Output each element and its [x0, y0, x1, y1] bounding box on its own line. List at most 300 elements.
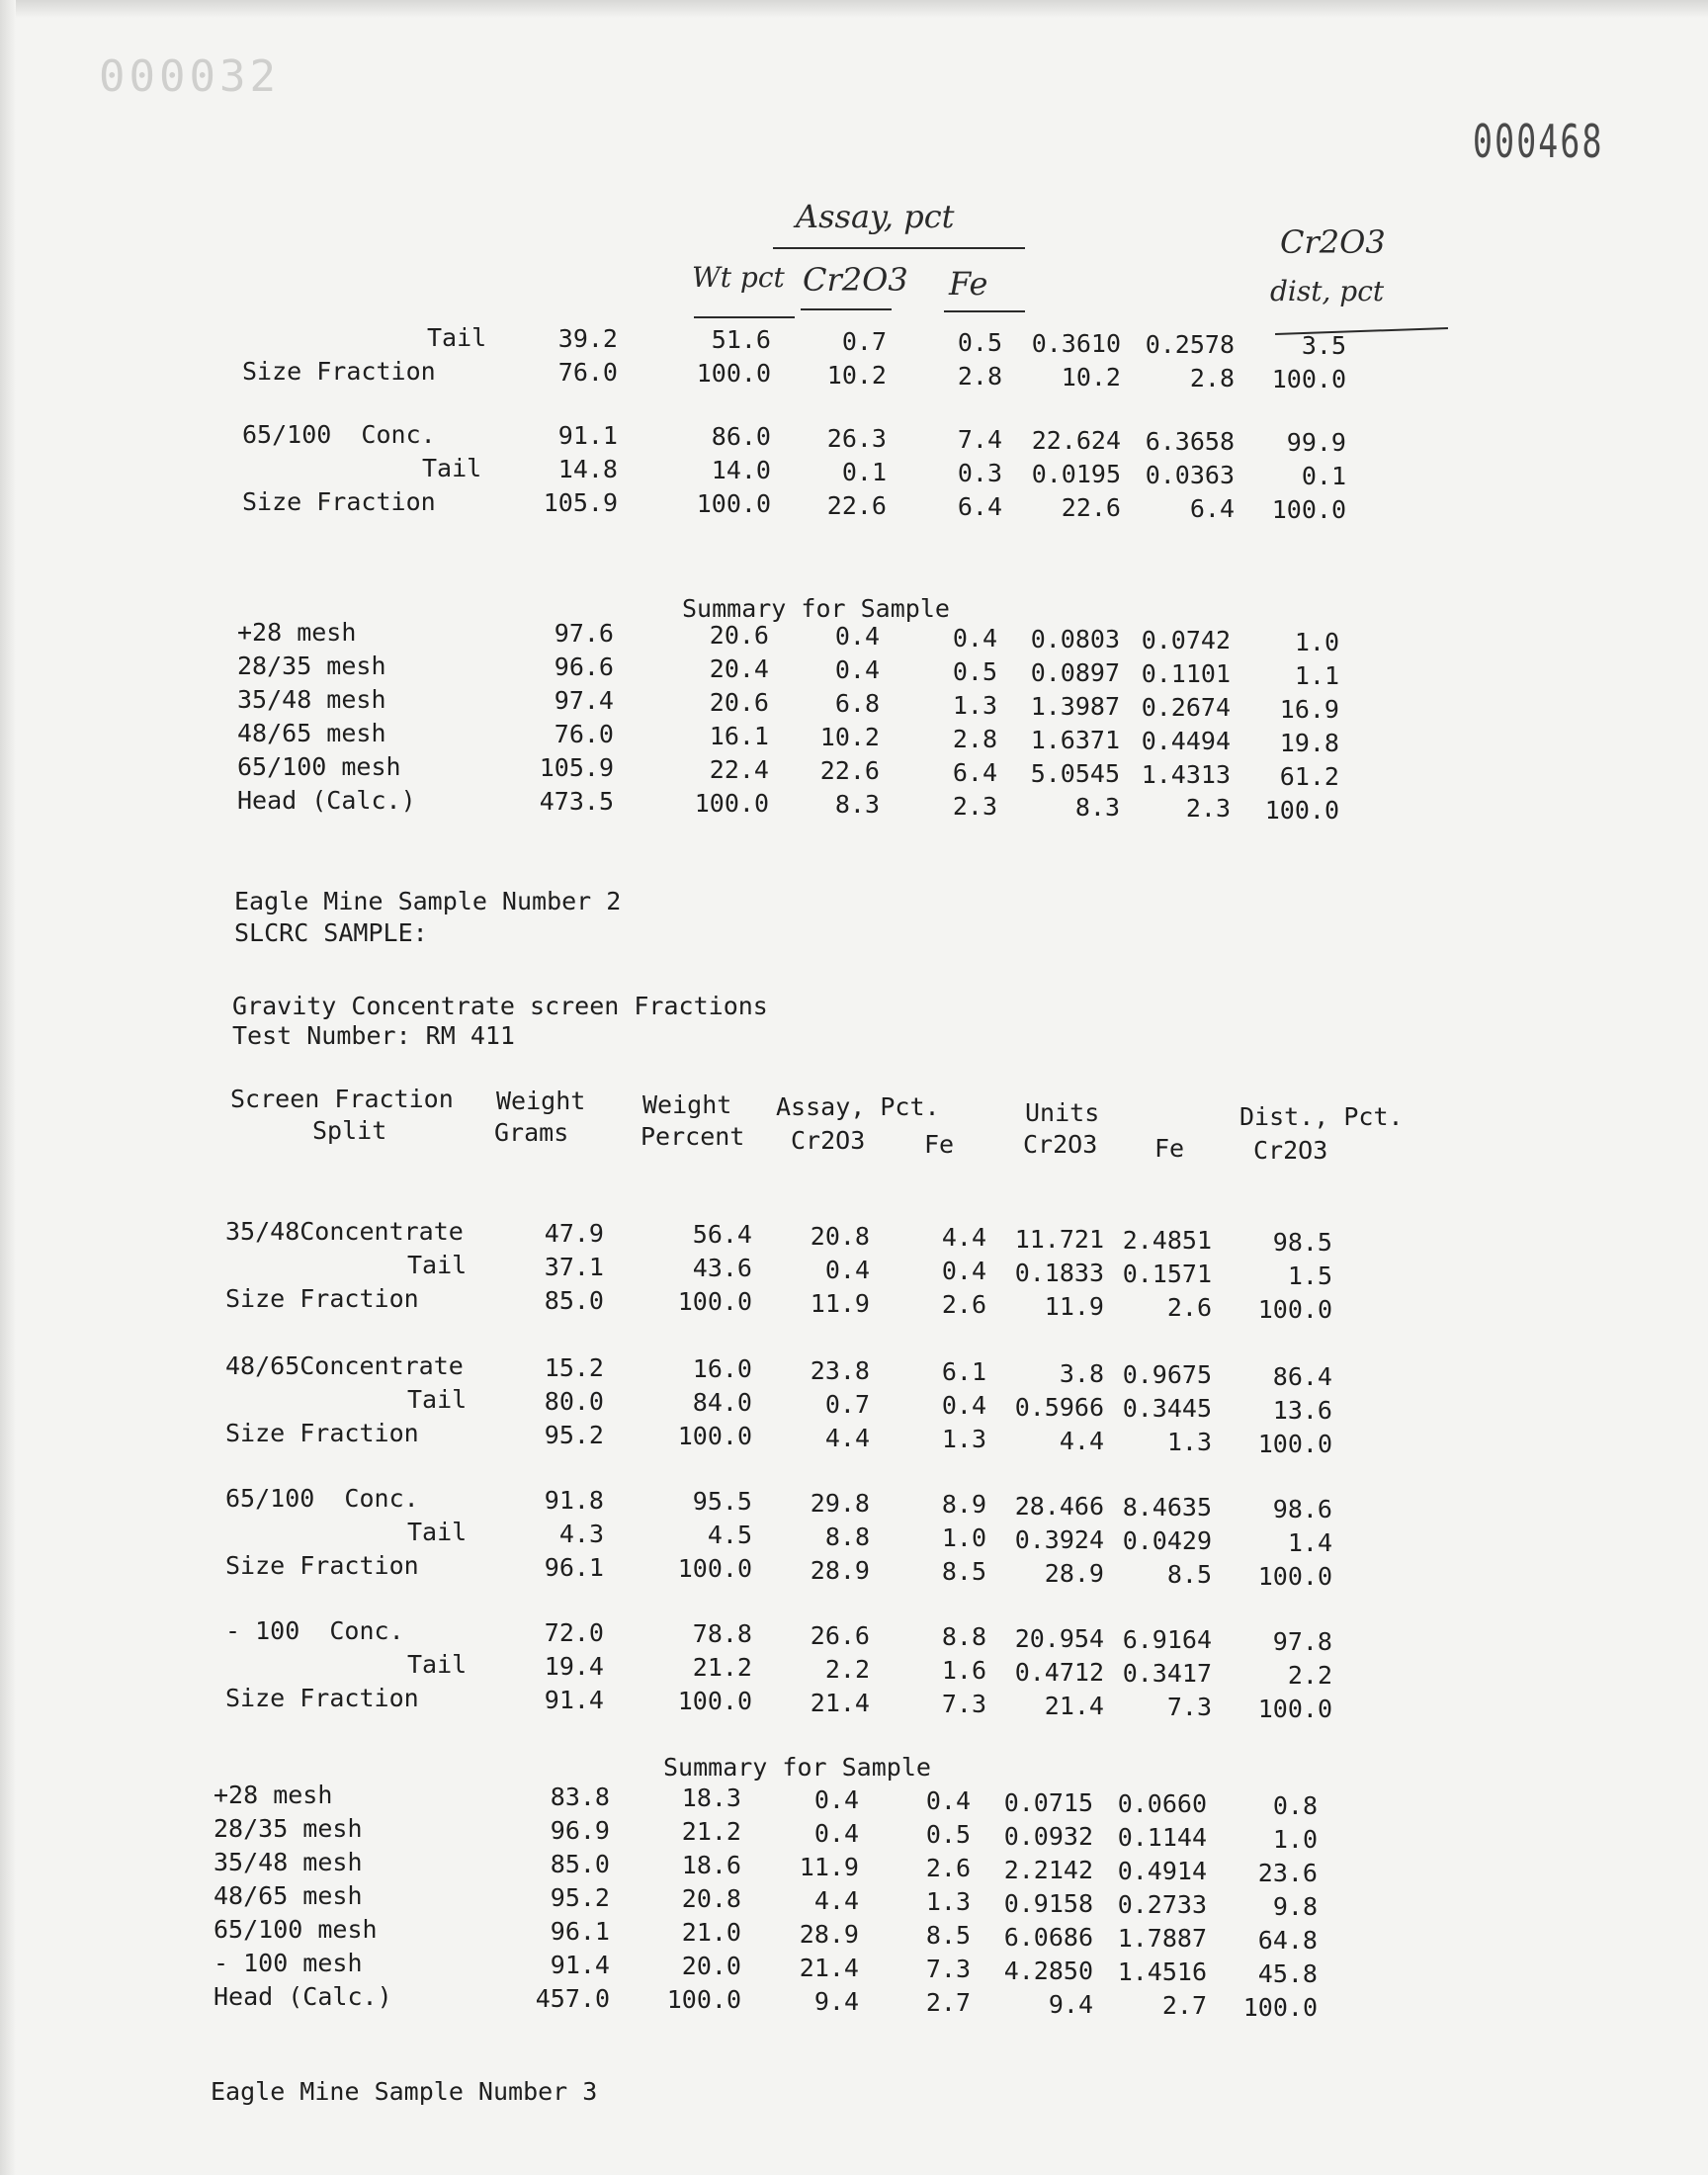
header-units-fe: Fe	[1154, 1134, 1185, 1163]
handwritten-underline	[801, 308, 892, 310]
cell-weight-percent: 95.5	[692, 1487, 752, 1516]
cell-assay-cr2o3: 0.1	[841, 457, 887, 486]
data-row	[0, 1283, 1708, 1324]
cell-units-cr2o3: 0.0932	[1003, 1821, 1093, 1851]
cell-weight-percent: 20.8	[681, 1884, 741, 1913]
cell-fraction: Size Fraction	[225, 1684, 419, 1712]
cell-weight-percent: 16.0	[692, 1354, 752, 1383]
cell-weight-percent: 4.5	[707, 1521, 752, 1549]
data-row	[0, 1418, 1708, 1458]
cell-weight-grams: 97.6	[554, 619, 614, 649]
cell-assay-fe: 7.4	[957, 424, 1002, 454]
cell-units-fe: 0.9675	[1122, 1360, 1212, 1389]
cell-assay-cr2o3: 9.4	[813, 1986, 859, 2016]
cell-weight-percent: 18.6	[681, 1851, 741, 1879]
cell-units-cr2o3: 11.721	[1014, 1224, 1104, 1254]
handwritten-cr2o3-right: Cr2O3	[1280, 223, 1386, 261]
cell-weight-percent: 86.0	[711, 422, 771, 452]
cell-units-cr2o3: 20.954	[1014, 1623, 1104, 1653]
cell-units-fe: 0.3445	[1122, 1394, 1212, 1423]
summary-row	[0, 718, 1708, 757]
cell-weight-percent: 100.0	[677, 1687, 752, 1715]
cell-weight-grams: 91.1	[557, 421, 618, 451]
summary-row	[0, 1914, 1708, 1955]
header-weight: Weight	[496, 1087, 586, 1115]
cell-dist-cr2o3: 2.2	[1287, 1660, 1332, 1690]
cell-units-fe: 6.3658	[1145, 427, 1235, 457]
cell-assay-cr2o3: 0.4	[813, 1784, 859, 1814]
cell-weight-percent: 20.6	[709, 687, 769, 717]
cell-units-cr2o3: 8.3	[1074, 793, 1120, 822]
cell-assay-cr2o3: 22.6	[819, 756, 880, 786]
cell-weight-percent: 21.2	[681, 1817, 741, 1846]
cell-dist-cr2o3: 100.0	[1271, 495, 1346, 525]
cell-assay-fe: 2.8	[952, 724, 997, 753]
cell-fraction: Tail	[422, 454, 482, 482]
cell-units-fe: 0.4494	[1141, 727, 1231, 756]
cell-units-fe: 0.1571	[1122, 1260, 1212, 1288]
cell-weight-grams: 83.8	[550, 1782, 610, 1811]
cell-units-cr2o3: 4.2850	[1003, 1956, 1093, 1985]
cell-fraction: 65/100 Conc.	[242, 420, 436, 449]
cell-units-fe: 0.2578	[1145, 330, 1235, 360]
cell-dist-cr2o3: 100.0	[1257, 1561, 1332, 1591]
cell-weight-grams: 473.5	[539, 787, 614, 817]
data-row	[0, 1384, 1708, 1425]
header-split: Split	[312, 1116, 387, 1145]
cell-assay-cr2o3: 20.8	[810, 1221, 870, 1251]
data-row	[0, 486, 1708, 525]
cell-units-cr2o3: 0.9158	[1003, 1888, 1093, 1918]
cell-units-cr2o3: 10.2	[1061, 363, 1121, 392]
data-row	[0, 1250, 1708, 1290]
cell-dist-cr2o3: 98.6	[1272, 1494, 1332, 1523]
cell-weight-grams: 91.8	[544, 1485, 604, 1515]
cell-fraction: 35/48Concentrate	[225, 1217, 464, 1246]
cell-units-cr2o3: 0.0803	[1030, 625, 1120, 653]
summary-row	[0, 751, 1708, 791]
cell-weight-grams: 96.1	[550, 1916, 610, 1946]
cell-weight-grams: 96.1	[544, 1552, 604, 1582]
cell-units-cr2o3: 9.4	[1048, 1989, 1093, 2019]
cell-units-cr2o3: 28.9	[1044, 1558, 1104, 1588]
cell-dist-cr2o3: 16.9	[1279, 694, 1339, 724]
cell-assay-fe: 6.1	[941, 1357, 986, 1386]
handwritten-fe: Fe	[949, 265, 988, 303]
cell-units-cr2o3: 0.4712	[1014, 1657, 1104, 1687]
cell-assay-cr2o3: 0.4	[813, 1818, 859, 1848]
handwritten-underline	[944, 310, 1025, 312]
cell-assay-fe: 8.9	[941, 1490, 986, 1519]
cell-units-cr2o3: 28.466	[1014, 1491, 1104, 1521]
cell-weight-grams: 39.2	[557, 324, 618, 354]
cell-assay-cr2o3: 4.4	[824, 1423, 870, 1452]
cell-units-fe: 0.1144	[1117, 1823, 1207, 1852]
summary-row	[0, 684, 1708, 724]
cell-assay-cr2o3: 11.9	[810, 1288, 870, 1318]
header-dist-cr2o3: Cr2O3	[1253, 1136, 1328, 1165]
cell-units-fe: 0.2733	[1117, 1890, 1207, 1919]
cell-units-fe: 6.9164	[1122, 1625, 1212, 1654]
cell-dist-cr2o3: 1.4	[1287, 1527, 1332, 1557]
cell-assay-cr2o3: 11.9	[799, 1852, 859, 1881]
cell-weight-percent: 20.4	[709, 653, 769, 683]
data-row	[0, 1517, 1708, 1557]
cell-weight-grams: 457.0	[535, 1983, 610, 2013]
cell-units-fe: 2.4851	[1122, 1226, 1212, 1255]
handwritten-dist-pct: dist, pct	[1270, 275, 1385, 307]
data-row	[0, 356, 1708, 394]
cell-units-cr2o3: 22.624	[1031, 426, 1121, 455]
cell-weight-grams: 76.0	[557, 358, 618, 388]
cell-fraction: 65/100 Conc.	[225, 1484, 419, 1513]
summary-row	[0, 1948, 1708, 1988]
cell-fraction: 35/48 mesh	[214, 1848, 363, 1876]
cell-weight-grams: 85.0	[544, 1285, 604, 1315]
cell-weight-percent: 21.0	[681, 1918, 741, 1947]
summary-row	[0, 1780, 1708, 1820]
cell-assay-fe: 1.3	[941, 1425, 986, 1453]
cell-units-cr2o3: 1.6371	[1030, 726, 1120, 754]
cell-weight-grams: 47.9	[544, 1218, 604, 1248]
cell-weight-grams: 91.4	[550, 1950, 610, 1979]
cell-dist-cr2o3: 86.4	[1272, 1361, 1332, 1391]
cell-units-fe: 8.4635	[1122, 1493, 1212, 1522]
header-dist-pct: Dist., Pct.	[1239, 1102, 1404, 1131]
data-row	[0, 1216, 1708, 1257]
cell-fraction: 48/65Concentrate	[225, 1351, 464, 1380]
sample-2-test-number: Test Number: RM 411	[232, 1021, 515, 1050]
cell-dist-cr2o3: 1.1	[1294, 660, 1339, 690]
cell-units-cr2o3: 0.3610	[1031, 329, 1121, 358]
cell-units-fe: 2.8	[1189, 364, 1235, 393]
cell-weight-grams: 4.3	[558, 1519, 604, 1548]
cell-weight-percent: 100.0	[677, 1422, 752, 1450]
cell-units-cr2o3: 6.0686	[1003, 1922, 1093, 1952]
cell-assay-cr2o3: 4.4	[813, 1885, 859, 1915]
cell-dist-cr2o3: 13.6	[1272, 1395, 1332, 1425]
cell-assay-cr2o3: 0.4	[824, 1255, 870, 1284]
cell-weight-percent: 21.2	[692, 1653, 752, 1682]
sample-2-subtitle: Gravity Concentrate screen Fractions	[232, 992, 768, 1020]
cell-dist-cr2o3: 1.5	[1287, 1261, 1332, 1290]
cell-assay-cr2o3: 26.3	[826, 423, 887, 453]
summary-row	[0, 1813, 1708, 1854]
cell-units-fe: 2.3	[1185, 794, 1231, 824]
cell-weight-percent: 51.6	[711, 325, 771, 355]
cell-weight-grams: 72.0	[544, 1617, 604, 1647]
cell-assay-fe: 7.3	[925, 1955, 971, 1983]
summary-row	[0, 1880, 1708, 1921]
cell-dist-cr2o3: 19.8	[1279, 728, 1339, 757]
cell-fraction: Tail	[427, 323, 487, 352]
summary-title-1: Summary for Sample	[682, 594, 950, 623]
cell-dist-cr2o3: 100.0	[1264, 795, 1339, 825]
cell-assay-fe: 7.3	[941, 1690, 986, 1718]
sample-2-title: Eagle Mine Sample Number 2	[234, 887, 622, 915]
cell-assay-fe: 1.0	[941, 1523, 986, 1552]
summary-row	[0, 1847, 1708, 1887]
data-row	[0, 1615, 1708, 1656]
summary-title-2: Summary for Sample	[663, 1753, 931, 1782]
cell-fraction: Tail	[407, 1251, 468, 1279]
cell-weight-grams: 95.2	[550, 1882, 610, 1912]
sample-3-title: Eagle Mine Sample Number 3	[211, 2077, 598, 2106]
cell-assay-fe: 0.4	[941, 1257, 986, 1285]
cell-units-fe: 8.5	[1166, 1560, 1212, 1589]
cell-weight-grams: 105.9	[539, 753, 614, 783]
cell-dist-cr2o3: 100.0	[1271, 365, 1346, 394]
header-screen-fraction: Screen Fraction	[230, 1085, 454, 1113]
cell-assay-fe: 2.6	[925, 1854, 971, 1882]
header-assay-cr2o3: Cr2O3	[791, 1126, 866, 1155]
data-row	[0, 1649, 1708, 1690]
cell-dist-cr2o3: 100.0	[1257, 1694, 1332, 1723]
cell-weight-percent: 100.0	[677, 1554, 752, 1583]
data-row	[0, 322, 1708, 361]
cell-assay-cr2o3: 0.4	[834, 655, 880, 685]
cell-weight-grams: 97.4	[554, 686, 614, 716]
cell-assay-fe: 1.6	[941, 1656, 986, 1685]
header-units-cr2o3: Cr2O3	[1023, 1130, 1098, 1159]
cell-units-fe: 1.4313	[1141, 760, 1231, 790]
cell-fraction: Size Fraction	[225, 1551, 419, 1580]
cell-dist-cr2o3: 100.0	[1257, 1294, 1332, 1324]
cell-units-fe: 6.4	[1189, 494, 1235, 524]
cell-fraction: 28/35 mesh	[237, 652, 386, 680]
cell-units-fe: 1.7887	[1117, 1924, 1207, 1953]
cell-weight-percent: 100.0	[696, 489, 771, 519]
cell-assay-cr2o3: 8.8	[824, 1522, 870, 1551]
cell-weight-percent: 100.0	[694, 788, 769, 818]
cell-dist-cr2o3: 3.5	[1301, 331, 1346, 361]
cell-assay-cr2o3: 2.2	[824, 1654, 870, 1684]
cell-units-fe: 2.7	[1161, 1991, 1207, 2020]
cell-fraction: Size Fraction	[225, 1284, 419, 1313]
cell-dist-cr2o3: 9.8	[1272, 1891, 1318, 1921]
cell-fraction: 65/100 mesh	[237, 752, 401, 781]
cell-units-fe: 0.0660	[1117, 1789, 1207, 1818]
cell-assay-fe: 2.8	[957, 361, 1002, 391]
cell-assay-cr2o3: 21.4	[799, 1953, 859, 1982]
cell-fraction: 65/100 mesh	[214, 1915, 378, 1944]
cell-assay-fe: 0.3	[957, 458, 1002, 487]
cell-assay-cr2o3: 22.6	[826, 490, 887, 520]
cell-units-cr2o3: 0.1833	[1014, 1258, 1104, 1287]
cell-fraction: 28/35 mesh	[214, 1814, 363, 1843]
data-row	[0, 1550, 1708, 1591]
cell-dist-cr2o3: 64.8	[1257, 1925, 1318, 1955]
cell-units-fe: 2.6	[1166, 1293, 1212, 1322]
cell-units-cr2o3: 1.3987	[1030, 692, 1120, 721]
cell-units-fe: 0.4914	[1117, 1857, 1207, 1885]
cell-fraction: Tail	[407, 1650, 468, 1679]
cell-units-fe: 1.4516	[1117, 1958, 1207, 1986]
cell-assay-fe: 0.5	[952, 656, 997, 686]
cell-weight-grams: 37.1	[544, 1252, 604, 1281]
cell-assay-cr2o3: 0.7	[824, 1389, 870, 1419]
page-stamp-number: 000468	[1473, 115, 1604, 168]
cell-assay-fe: 0.4	[925, 1786, 971, 1815]
cell-assay-cr2o3: 28.9	[810, 1555, 870, 1585]
handwritten-wt-pct: Wt pct	[692, 261, 785, 294]
cell-dist-cr2o3: 0.1	[1301, 462, 1346, 491]
cell-fraction: +28 mesh	[214, 1781, 333, 1809]
cell-assay-fe: 0.5	[925, 1820, 971, 1849]
cell-dist-cr2o3: 0.8	[1272, 1790, 1318, 1820]
cell-units-fe: 0.0742	[1141, 626, 1231, 655]
cell-assay-fe: 0.4	[952, 623, 997, 652]
cell-units-cr2o3: 0.3924	[1014, 1524, 1104, 1554]
cell-assay-fe: 8.5	[941, 1557, 986, 1586]
cell-weight-grams: 76.0	[554, 720, 614, 749]
summary-row	[0, 651, 1708, 690]
cell-assay-cr2o3: 26.6	[810, 1620, 870, 1650]
cell-dist-cr2o3: 100.0	[1257, 1429, 1332, 1458]
header-weight-2: Weight	[642, 1090, 732, 1119]
cell-weight-percent: 22.4	[709, 754, 769, 784]
cell-assay-fe: 2.7	[925, 1988, 971, 2017]
cell-dist-cr2o3: 100.0	[1242, 1992, 1318, 2022]
cell-fraction: 35/48 mesh	[237, 685, 386, 714]
cell-dist-cr2o3: 98.5	[1272, 1227, 1332, 1257]
cell-units-fe: 0.0429	[1122, 1526, 1212, 1555]
cell-units-cr2o3: 4.4	[1059, 1426, 1104, 1455]
cell-units-fe: 0.2674	[1141, 693, 1231, 723]
cell-weight-grams: 96.6	[554, 652, 614, 682]
handwritten-assay-pct: Assay, pct	[796, 198, 955, 235]
cell-assay-cr2o3: 28.9	[799, 1919, 859, 1949]
cell-assay-fe: 6.4	[957, 491, 1002, 521]
cell-weight-grams: 14.8	[557, 455, 618, 484]
cell-dist-cr2o3: 99.9	[1286, 428, 1346, 458]
handwritten-underline	[694, 316, 795, 318]
cell-assay-cr2o3: 29.8	[810, 1488, 870, 1518]
cell-weight-percent: 100.0	[696, 359, 771, 389]
cell-units-cr2o3: 0.0195	[1031, 460, 1121, 488]
cell-weight-percent: 100.0	[666, 1985, 741, 2014]
scan-top-edge	[0, 0, 1708, 18]
cell-assay-cr2o3: 23.8	[810, 1355, 870, 1385]
cell-assay-fe: 2.3	[952, 791, 997, 821]
cell-fraction: Size Fraction	[225, 1419, 419, 1447]
cell-dist-cr2o3: 1.0	[1272, 1824, 1318, 1854]
cell-units-cr2o3: 0.0715	[1003, 1787, 1093, 1817]
cell-units-cr2o3: 2.2142	[1003, 1855, 1093, 1884]
data-row	[0, 1483, 1708, 1523]
bleed-through-number: 000032	[99, 51, 280, 102]
cell-units-cr2o3: 5.0545	[1030, 759, 1120, 788]
cell-weight-percent: 43.6	[692, 1254, 752, 1282]
cell-dist-cr2o3: 97.8	[1272, 1626, 1332, 1656]
summary-row	[0, 617, 1708, 656]
cell-weight-grams: 85.0	[550, 1849, 610, 1878]
cell-fraction: +28 mesh	[237, 618, 357, 647]
cell-units-fe: 7.3	[1166, 1693, 1212, 1721]
cell-assay-fe: 8.8	[941, 1622, 986, 1651]
cell-assay-cr2o3: 8.3	[834, 790, 880, 820]
cell-assay-fe: 1.3	[925, 1887, 971, 1916]
cell-weight-grams: 95.2	[544, 1420, 604, 1449]
cell-assay-cr2o3: 10.2	[826, 360, 887, 390]
cell-fraction: Tail	[407, 1518, 468, 1546]
cell-units-fe: 0.0363	[1145, 461, 1235, 490]
data-row	[0, 1683, 1708, 1723]
cell-assay-fe: 4.4	[941, 1223, 986, 1252]
cell-weight-percent: 14.0	[711, 456, 771, 485]
cell-weight-percent: 16.1	[709, 721, 769, 750]
cell-fraction: Head (Calc.)	[214, 1982, 392, 2011]
cell-assay-cr2o3: 0.7	[841, 326, 887, 356]
cell-fraction: 48/65 mesh	[237, 719, 386, 747]
cell-assay-fe: 0.5	[957, 327, 1002, 357]
cell-weight-percent: 84.0	[692, 1388, 752, 1417]
data-row	[0, 1350, 1708, 1391]
cell-assay-fe: 8.5	[925, 1921, 971, 1950]
cell-weight-percent: 20.0	[681, 1952, 741, 1980]
cell-assay-fe: 6.4	[952, 757, 997, 787]
cell-assay-cr2o3: 6.8	[834, 689, 880, 719]
cell-units-fe: 0.3417	[1122, 1659, 1212, 1688]
data-row	[0, 419, 1708, 458]
header-units: Units	[1025, 1098, 1100, 1127]
cell-units-cr2o3: 0.0897	[1030, 658, 1120, 687]
cell-assay-cr2o3: 0.4	[834, 622, 880, 652]
cell-assay-fe: 1.3	[952, 690, 997, 720]
cell-dist-cr2o3: 61.2	[1279, 761, 1339, 791]
cell-fraction: Size Fraction	[242, 357, 436, 386]
data-row	[0, 453, 1708, 491]
cell-weight-grams: 15.2	[544, 1352, 604, 1382]
cell-dist-cr2o3: 45.8	[1257, 1958, 1318, 1988]
cell-units-fe: 0.1101	[1141, 659, 1231, 689]
cell-weight-percent: 18.3	[681, 1784, 741, 1812]
cell-weight-grams: 91.4	[544, 1685, 604, 1714]
cell-weight-grams: 19.4	[544, 1651, 604, 1681]
cell-weight-percent: 78.8	[692, 1619, 752, 1648]
summary-row	[0, 785, 1708, 825]
cell-units-cr2o3: 3.8	[1059, 1358, 1104, 1388]
cell-fraction: Tail	[407, 1385, 468, 1414]
cell-assay-cr2o3: 21.4	[810, 1688, 870, 1717]
header-percent: Percent	[640, 1122, 745, 1151]
cell-weight-percent: 56.4	[692, 1220, 752, 1249]
cell-units-cr2o3: 0.5966	[1014, 1392, 1104, 1422]
handwritten-underline	[773, 247, 1025, 249]
cell-fraction: Head (Calc.)	[237, 786, 416, 815]
cell-fraction: - 100 Conc.	[225, 1616, 404, 1645]
cell-fraction: Size Fraction	[242, 487, 436, 516]
cell-fraction: 48/65 mesh	[214, 1881, 363, 1910]
cell-units-cr2o3: 22.6	[1061, 493, 1121, 522]
cell-weight-percent: 100.0	[677, 1287, 752, 1316]
cell-fraction: - 100 mesh	[214, 1949, 363, 1977]
cell-units-cr2o3: 11.9	[1044, 1291, 1104, 1321]
cell-weight-grams: 80.0	[544, 1386, 604, 1416]
cell-dist-cr2o3: 1.0	[1294, 627, 1339, 656]
cell-weight-grams: 96.9	[550, 1815, 610, 1845]
header-grams: Grams	[494, 1118, 569, 1147]
header-assay-fe: Fe	[924, 1130, 955, 1159]
cell-units-cr2o3: 21.4	[1044, 1691, 1104, 1720]
cell-assay-fe: 0.4	[941, 1391, 986, 1420]
sample-2-type: SLCRC SAMPLE:	[234, 918, 428, 947]
cell-assay-cr2o3: 10.2	[819, 723, 880, 752]
cell-units-fe: 1.3	[1166, 1428, 1212, 1456]
header-assay-pct: Assay, Pct.	[776, 1092, 940, 1121]
handwritten-cr2o3: Cr2O3	[803, 261, 908, 299]
cell-weight-percent: 20.6	[709, 620, 769, 650]
